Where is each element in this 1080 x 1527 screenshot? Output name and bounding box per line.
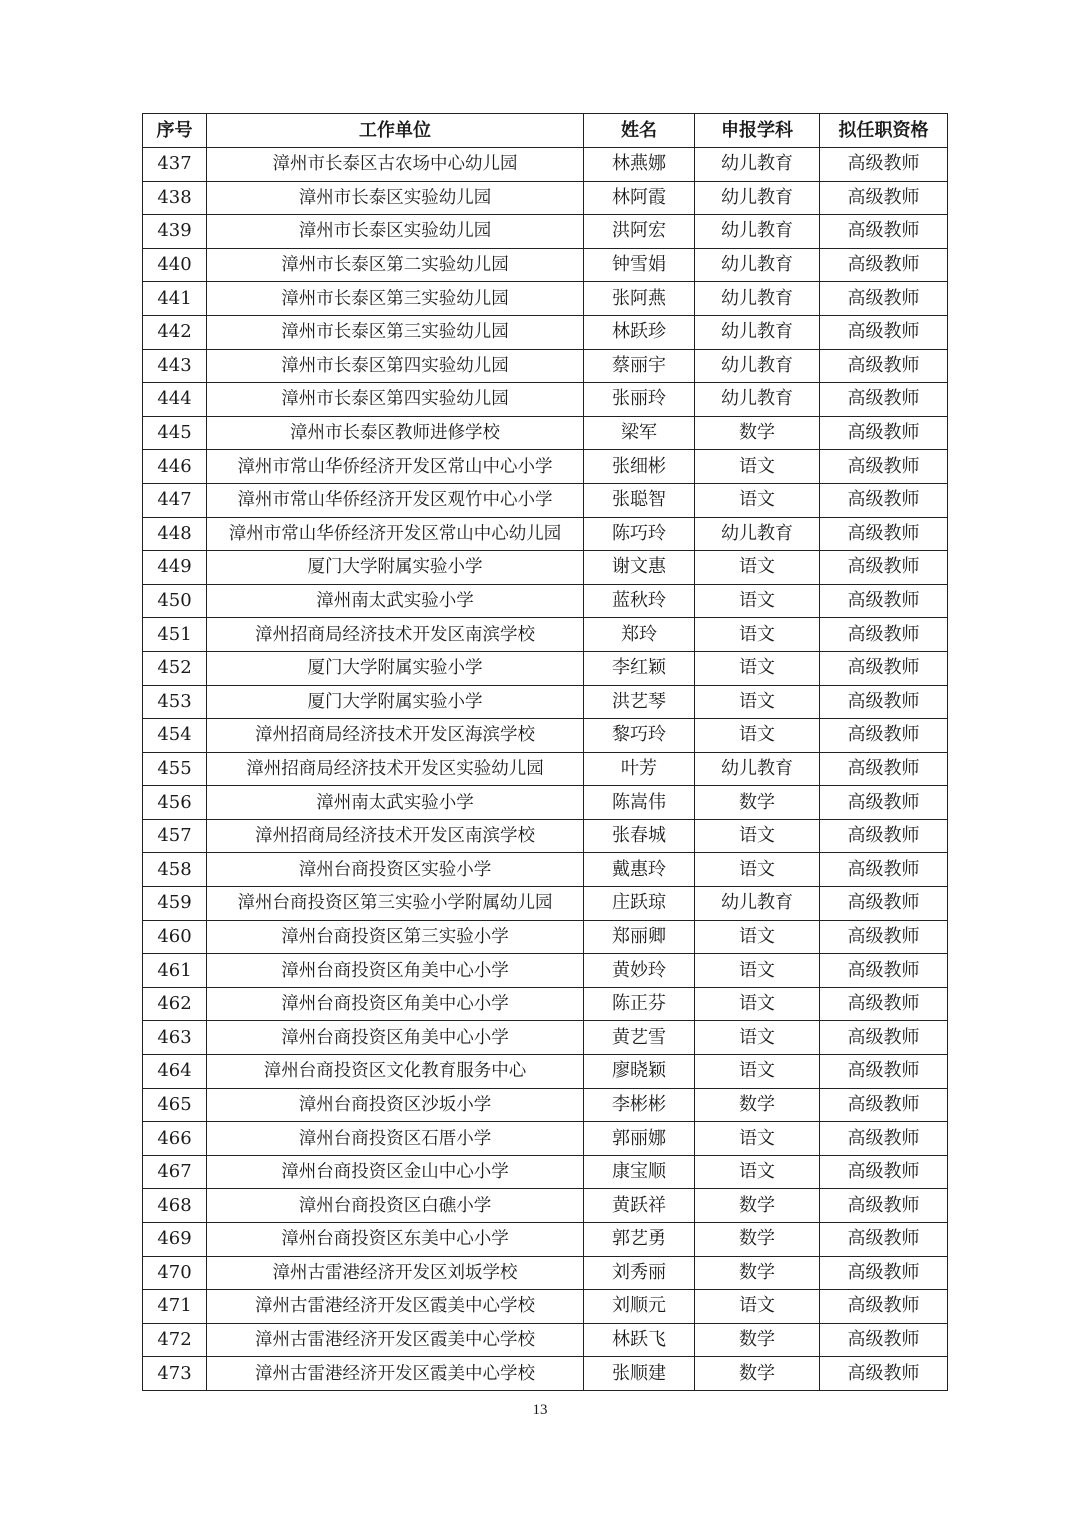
cell-no: 465 bbox=[143, 1088, 207, 1122]
cell-subject: 数学 bbox=[695, 786, 820, 820]
cell-no: 451 bbox=[143, 618, 207, 652]
header-subject: 申报学科 bbox=[695, 114, 820, 148]
cell-name: 黎巧玲 bbox=[584, 719, 695, 753]
cell-qualification: 高级教师 bbox=[820, 786, 948, 820]
cell-unit: 漳州台商投资区第三实验小学附属幼儿园 bbox=[207, 887, 584, 921]
table-row bbox=[143, 215, 948, 249]
cell-name: 叶芳 bbox=[584, 752, 695, 786]
cell-no: 462 bbox=[143, 987, 207, 1021]
table-row bbox=[143, 685, 948, 719]
cell-qualification: 高级教师 bbox=[820, 315, 948, 349]
cell-unit: 漳州南太武实验小学 bbox=[207, 584, 584, 618]
cell-unit: 漳州古雷港经济开发区霞美中心学校 bbox=[207, 1290, 584, 1324]
table-row bbox=[143, 819, 948, 853]
cell-qualification: 高级教师 bbox=[820, 215, 948, 249]
cell-subject: 语文 bbox=[695, 483, 820, 517]
cell-name: 李彬彬 bbox=[584, 1088, 695, 1122]
cell-no: 463 bbox=[143, 1021, 207, 1055]
cell-subject: 幼儿教育 bbox=[695, 752, 820, 786]
page-number: 13 bbox=[532, 1402, 548, 1418]
cell-unit: 厦门大学附属实验小学 bbox=[207, 551, 584, 585]
cell-name: 郑玲 bbox=[584, 618, 695, 652]
cell-subject: 数学 bbox=[695, 1189, 820, 1223]
cell-qualification: 高级教师 bbox=[820, 450, 948, 484]
cell-unit: 漳州市长泰区古农场中心幼儿园 bbox=[207, 148, 584, 182]
cell-subject: 语文 bbox=[695, 853, 820, 887]
table-row bbox=[143, 1290, 948, 1324]
cell-qualification: 高级教师 bbox=[820, 685, 948, 719]
cell-name: 张顺建 bbox=[584, 1357, 695, 1391]
cell-qualification: 高级教师 bbox=[820, 1290, 948, 1324]
cell-subject: 数学 bbox=[695, 1223, 820, 1257]
cell-name: 林跃飞 bbox=[584, 1323, 695, 1357]
cell-subject: 语文 bbox=[695, 450, 820, 484]
header-no: 序号 bbox=[143, 114, 207, 148]
cell-name: 张阿燕 bbox=[584, 282, 695, 316]
cell-name: 黄妙玲 bbox=[584, 954, 695, 988]
table-row bbox=[143, 383, 948, 417]
cell-unit: 漳州南太武实验小学 bbox=[207, 786, 584, 820]
cell-unit: 漳州市长泰区教师进修学校 bbox=[207, 416, 584, 450]
cell-unit: 漳州台商投资区角美中心小学 bbox=[207, 954, 584, 988]
cell-no: 455 bbox=[143, 752, 207, 786]
table-row bbox=[143, 1189, 948, 1223]
table-row bbox=[143, 517, 948, 551]
cell-name: 林阿霞 bbox=[584, 181, 695, 215]
cell-qualification: 高级教师 bbox=[820, 752, 948, 786]
cell-qualification: 高级教师 bbox=[820, 719, 948, 753]
table-row bbox=[143, 752, 948, 786]
cell-subject: 语文 bbox=[695, 920, 820, 954]
cell-name: 张春城 bbox=[584, 819, 695, 853]
cell-no: 454 bbox=[143, 719, 207, 753]
table-row bbox=[143, 651, 948, 685]
cell-no: 442 bbox=[143, 315, 207, 349]
cell-name: 钟雪娟 bbox=[584, 248, 695, 282]
cell-unit: 漳州台商投资区角美中心小学 bbox=[207, 987, 584, 1021]
cell-unit: 漳州市长泰区第四实验幼儿园 bbox=[207, 349, 584, 383]
cell-no: 445 bbox=[143, 416, 207, 450]
cell-subject: 语文 bbox=[695, 1055, 820, 1089]
table-row bbox=[143, 1155, 948, 1189]
cell-no: 456 bbox=[143, 786, 207, 820]
cell-name: 陈巧玲 bbox=[584, 517, 695, 551]
cell-subject: 语文 bbox=[695, 1021, 820, 1055]
table-row bbox=[143, 282, 948, 316]
table-row bbox=[143, 719, 948, 753]
cell-qualification: 高级教师 bbox=[820, 954, 948, 988]
cell-name: 刘秀丽 bbox=[584, 1256, 695, 1290]
cell-subject: 数学 bbox=[695, 416, 820, 450]
table-row bbox=[143, 483, 948, 517]
cell-no: 439 bbox=[143, 215, 207, 249]
cell-name: 黄跃祥 bbox=[584, 1189, 695, 1223]
cell-no: 470 bbox=[143, 1256, 207, 1290]
cell-subject: 语文 bbox=[695, 1290, 820, 1324]
cell-subject: 数学 bbox=[695, 1323, 820, 1357]
cell-name: 郭丽娜 bbox=[584, 1122, 695, 1156]
cell-name: 洪阿宏 bbox=[584, 215, 695, 249]
cell-name: 张聪智 bbox=[584, 483, 695, 517]
cell-qualification: 高级教师 bbox=[820, 349, 948, 383]
cell-unit: 漳州台商投资区第三实验小学 bbox=[207, 920, 584, 954]
cell-qualification: 高级教师 bbox=[820, 181, 948, 215]
cell-unit: 漳州招商局经济技术开发区实验幼儿园 bbox=[207, 752, 584, 786]
cell-no: 446 bbox=[143, 450, 207, 484]
cell-qualification: 高级教师 bbox=[820, 551, 948, 585]
table-row bbox=[143, 551, 948, 585]
cell-no: 459 bbox=[143, 887, 207, 921]
cell-unit: 漳州招商局经济技术开发区南滨学校 bbox=[207, 819, 584, 853]
cell-name: 张细彬 bbox=[584, 450, 695, 484]
cell-subject: 语文 bbox=[695, 1122, 820, 1156]
cell-qualification: 高级教师 bbox=[820, 651, 948, 685]
cell-subject: 语文 bbox=[695, 651, 820, 685]
cell-no: 467 bbox=[143, 1155, 207, 1189]
cell-qualification: 高级教师 bbox=[820, 853, 948, 887]
cell-subject: 语文 bbox=[695, 719, 820, 753]
table-row bbox=[143, 786, 948, 820]
cell-name: 刘顺元 bbox=[584, 1290, 695, 1324]
cell-subject: 幼儿教育 bbox=[695, 282, 820, 316]
cell-unit: 漳州市长泰区实验幼儿园 bbox=[207, 215, 584, 249]
cell-name: 林燕娜 bbox=[584, 148, 695, 182]
cell-unit: 漳州市常山华侨经济开发区常山中心小学 bbox=[207, 450, 584, 484]
cell-qualification: 高级教师 bbox=[820, 282, 948, 316]
table-row bbox=[143, 181, 948, 215]
cell-subject: 数学 bbox=[695, 1088, 820, 1122]
cell-name: 谢文惠 bbox=[584, 551, 695, 585]
cell-subject: 幼儿教育 bbox=[695, 887, 820, 921]
cell-subject: 幼儿教育 bbox=[695, 215, 820, 249]
teacher-qualification-table bbox=[142, 113, 948, 1391]
cell-qualification: 高级教师 bbox=[820, 1256, 948, 1290]
cell-qualification: 高级教师 bbox=[820, 248, 948, 282]
cell-no: 458 bbox=[143, 853, 207, 887]
cell-no: 444 bbox=[143, 383, 207, 417]
cell-qualification: 高级教师 bbox=[820, 1223, 948, 1257]
table-row bbox=[143, 1357, 948, 1391]
cell-subject: 语文 bbox=[695, 954, 820, 988]
cell-unit: 漳州古雷港经济开发区刘坂学校 bbox=[207, 1256, 584, 1290]
cell-qualification: 高级教师 bbox=[820, 148, 948, 182]
cell-unit: 厦门大学附属实验小学 bbox=[207, 685, 584, 719]
cell-qualification: 高级教师 bbox=[820, 416, 948, 450]
header-qualification: 拟任职资格 bbox=[820, 114, 948, 148]
cell-name: 黄艺雪 bbox=[584, 1021, 695, 1055]
cell-no: 447 bbox=[143, 483, 207, 517]
cell-unit: 漳州台商投资区沙坂小学 bbox=[207, 1088, 584, 1122]
cell-no: 471 bbox=[143, 1290, 207, 1324]
cell-name: 梁军 bbox=[584, 416, 695, 450]
cell-qualification: 高级教师 bbox=[820, 920, 948, 954]
cell-qualification: 高级教师 bbox=[820, 1357, 948, 1391]
cell-subject: 语文 bbox=[695, 584, 820, 618]
cell-qualification: 高级教师 bbox=[820, 1323, 948, 1357]
cell-name: 张丽玲 bbox=[584, 383, 695, 417]
cell-qualification: 高级教师 bbox=[820, 1122, 948, 1156]
cell-name: 郭艺勇 bbox=[584, 1223, 695, 1257]
cell-subject: 幼儿教育 bbox=[695, 349, 820, 383]
cell-unit: 漳州市长泰区实验幼儿园 bbox=[207, 181, 584, 215]
cell-subject: 幼儿教育 bbox=[695, 181, 820, 215]
cell-qualification: 高级教师 bbox=[820, 1088, 948, 1122]
cell-qualification: 高级教师 bbox=[820, 618, 948, 652]
table-row bbox=[143, 1323, 948, 1357]
cell-subject: 语文 bbox=[695, 618, 820, 652]
cell-no: 468 bbox=[143, 1189, 207, 1223]
cell-unit: 漳州台商投资区东美中心小学 bbox=[207, 1223, 584, 1257]
cell-name: 蔡丽宇 bbox=[584, 349, 695, 383]
table-row bbox=[143, 1256, 948, 1290]
cell-name: 陈嵩伟 bbox=[584, 786, 695, 820]
cell-name: 庄跃琼 bbox=[584, 887, 695, 921]
table-row bbox=[143, 1122, 948, 1156]
table-row bbox=[143, 887, 948, 921]
cell-subject: 语文 bbox=[695, 551, 820, 585]
cell-qualification: 高级教师 bbox=[820, 584, 948, 618]
cell-qualification: 高级教师 bbox=[820, 1189, 948, 1223]
table-row bbox=[143, 416, 948, 450]
cell-no: 473 bbox=[143, 1357, 207, 1391]
cell-qualification: 高级教师 bbox=[820, 1055, 948, 1089]
table-row bbox=[143, 1223, 948, 1257]
table-row bbox=[143, 315, 948, 349]
table-row bbox=[143, 584, 948, 618]
cell-unit: 厦门大学附属实验小学 bbox=[207, 651, 584, 685]
cell-subject: 幼儿教育 bbox=[695, 517, 820, 551]
cell-subject: 语文 bbox=[695, 1155, 820, 1189]
cell-qualification: 高级教师 bbox=[820, 1021, 948, 1055]
cell-name: 蓝秋玲 bbox=[584, 584, 695, 618]
cell-unit: 漳州台商投资区白礁小学 bbox=[207, 1189, 584, 1223]
cell-subject: 幼儿教育 bbox=[695, 315, 820, 349]
cell-unit: 漳州市常山华侨经济开发区常山中心幼儿园 bbox=[207, 517, 584, 551]
cell-no: 453 bbox=[143, 685, 207, 719]
header-name: 姓名 bbox=[584, 114, 695, 148]
cell-qualification: 高级教师 bbox=[820, 1155, 948, 1189]
cell-qualification: 高级教师 bbox=[820, 517, 948, 551]
table-header bbox=[143, 114, 948, 148]
table-row bbox=[143, 987, 948, 1021]
cell-unit: 漳州市长泰区第四实验幼儿园 bbox=[207, 383, 584, 417]
cell-name: 李红颖 bbox=[584, 651, 695, 685]
cell-unit: 漳州台商投资区石厝小学 bbox=[207, 1122, 584, 1156]
cell-name: 康宝顺 bbox=[584, 1155, 695, 1189]
cell-no: 440 bbox=[143, 248, 207, 282]
cell-subject: 数学 bbox=[695, 1256, 820, 1290]
table-row bbox=[143, 148, 948, 182]
cell-name: 廖晓颖 bbox=[584, 1055, 695, 1089]
cell-qualification: 高级教师 bbox=[820, 383, 948, 417]
table-row bbox=[143, 853, 948, 887]
cell-qualification: 高级教师 bbox=[820, 987, 948, 1021]
cell-name: 戴惠玲 bbox=[584, 853, 695, 887]
cell-subject: 幼儿教育 bbox=[695, 148, 820, 182]
table-row bbox=[143, 618, 948, 652]
table-row bbox=[143, 920, 948, 954]
cell-subject: 幼儿教育 bbox=[695, 383, 820, 417]
cell-subject: 语文 bbox=[695, 819, 820, 853]
cell-unit: 漳州市长泰区第二实验幼儿园 bbox=[207, 248, 584, 282]
cell-subject: 幼儿教育 bbox=[695, 248, 820, 282]
table-row bbox=[143, 349, 948, 383]
cell-unit: 漳州台商投资区角美中心小学 bbox=[207, 1021, 584, 1055]
cell-unit: 漳州台商投资区文化教育服务中心 bbox=[207, 1055, 584, 1089]
cell-qualification: 高级教师 bbox=[820, 483, 948, 517]
header-unit: 工作单位 bbox=[207, 114, 584, 148]
header-row bbox=[143, 114, 948, 148]
table-row bbox=[143, 1021, 948, 1055]
table-body bbox=[143, 148, 948, 1391]
cell-no: 460 bbox=[143, 920, 207, 954]
cell-no: 472 bbox=[143, 1323, 207, 1357]
cell-no: 449 bbox=[143, 551, 207, 585]
cell-no: 461 bbox=[143, 954, 207, 988]
table-row bbox=[143, 450, 948, 484]
cell-name: 陈正芬 bbox=[584, 987, 695, 1021]
cell-name: 林跃珍 bbox=[584, 315, 695, 349]
cell-unit: 漳州招商局经济技术开发区海滨学校 bbox=[207, 719, 584, 753]
cell-unit: 漳州古雷港经济开发区霞美中心学校 bbox=[207, 1323, 584, 1357]
cell-subject: 语文 bbox=[695, 987, 820, 1021]
cell-no: 466 bbox=[143, 1122, 207, 1156]
cell-unit: 漳州市长泰区第三实验幼儿园 bbox=[207, 282, 584, 316]
cell-no: 441 bbox=[143, 282, 207, 316]
cell-unit: 漳州台商投资区金山中心小学 bbox=[207, 1155, 584, 1189]
table-row bbox=[143, 954, 948, 988]
cell-subject: 语文 bbox=[695, 685, 820, 719]
cell-no: 448 bbox=[143, 517, 207, 551]
cell-no: 437 bbox=[143, 148, 207, 182]
cell-no: 452 bbox=[143, 651, 207, 685]
cell-no: 443 bbox=[143, 349, 207, 383]
cell-no: 438 bbox=[143, 181, 207, 215]
cell-unit: 漳州古雷港经济开发区霞美中心学校 bbox=[207, 1357, 584, 1391]
cell-name: 郑丽卿 bbox=[584, 920, 695, 954]
cell-no: 469 bbox=[143, 1223, 207, 1257]
cell-qualification: 高级教师 bbox=[820, 887, 948, 921]
cell-subject: 数学 bbox=[695, 1357, 820, 1391]
cell-unit: 漳州市长泰区第三实验幼儿园 bbox=[207, 315, 584, 349]
cell-no: 450 bbox=[143, 584, 207, 618]
cell-qualification: 高级教师 bbox=[820, 819, 948, 853]
cell-name: 洪艺琴 bbox=[584, 685, 695, 719]
table-row bbox=[143, 248, 948, 282]
cell-unit: 漳州台商投资区实验小学 bbox=[207, 853, 584, 887]
cell-unit: 漳州市常山华侨经济开发区观竹中心小学 bbox=[207, 483, 584, 517]
table-row bbox=[143, 1088, 948, 1122]
table-row bbox=[143, 1055, 948, 1089]
cell-no: 464 bbox=[143, 1055, 207, 1089]
cell-no: 457 bbox=[143, 819, 207, 853]
cell-unit: 漳州招商局经济技术开发区南滨学校 bbox=[207, 618, 584, 652]
